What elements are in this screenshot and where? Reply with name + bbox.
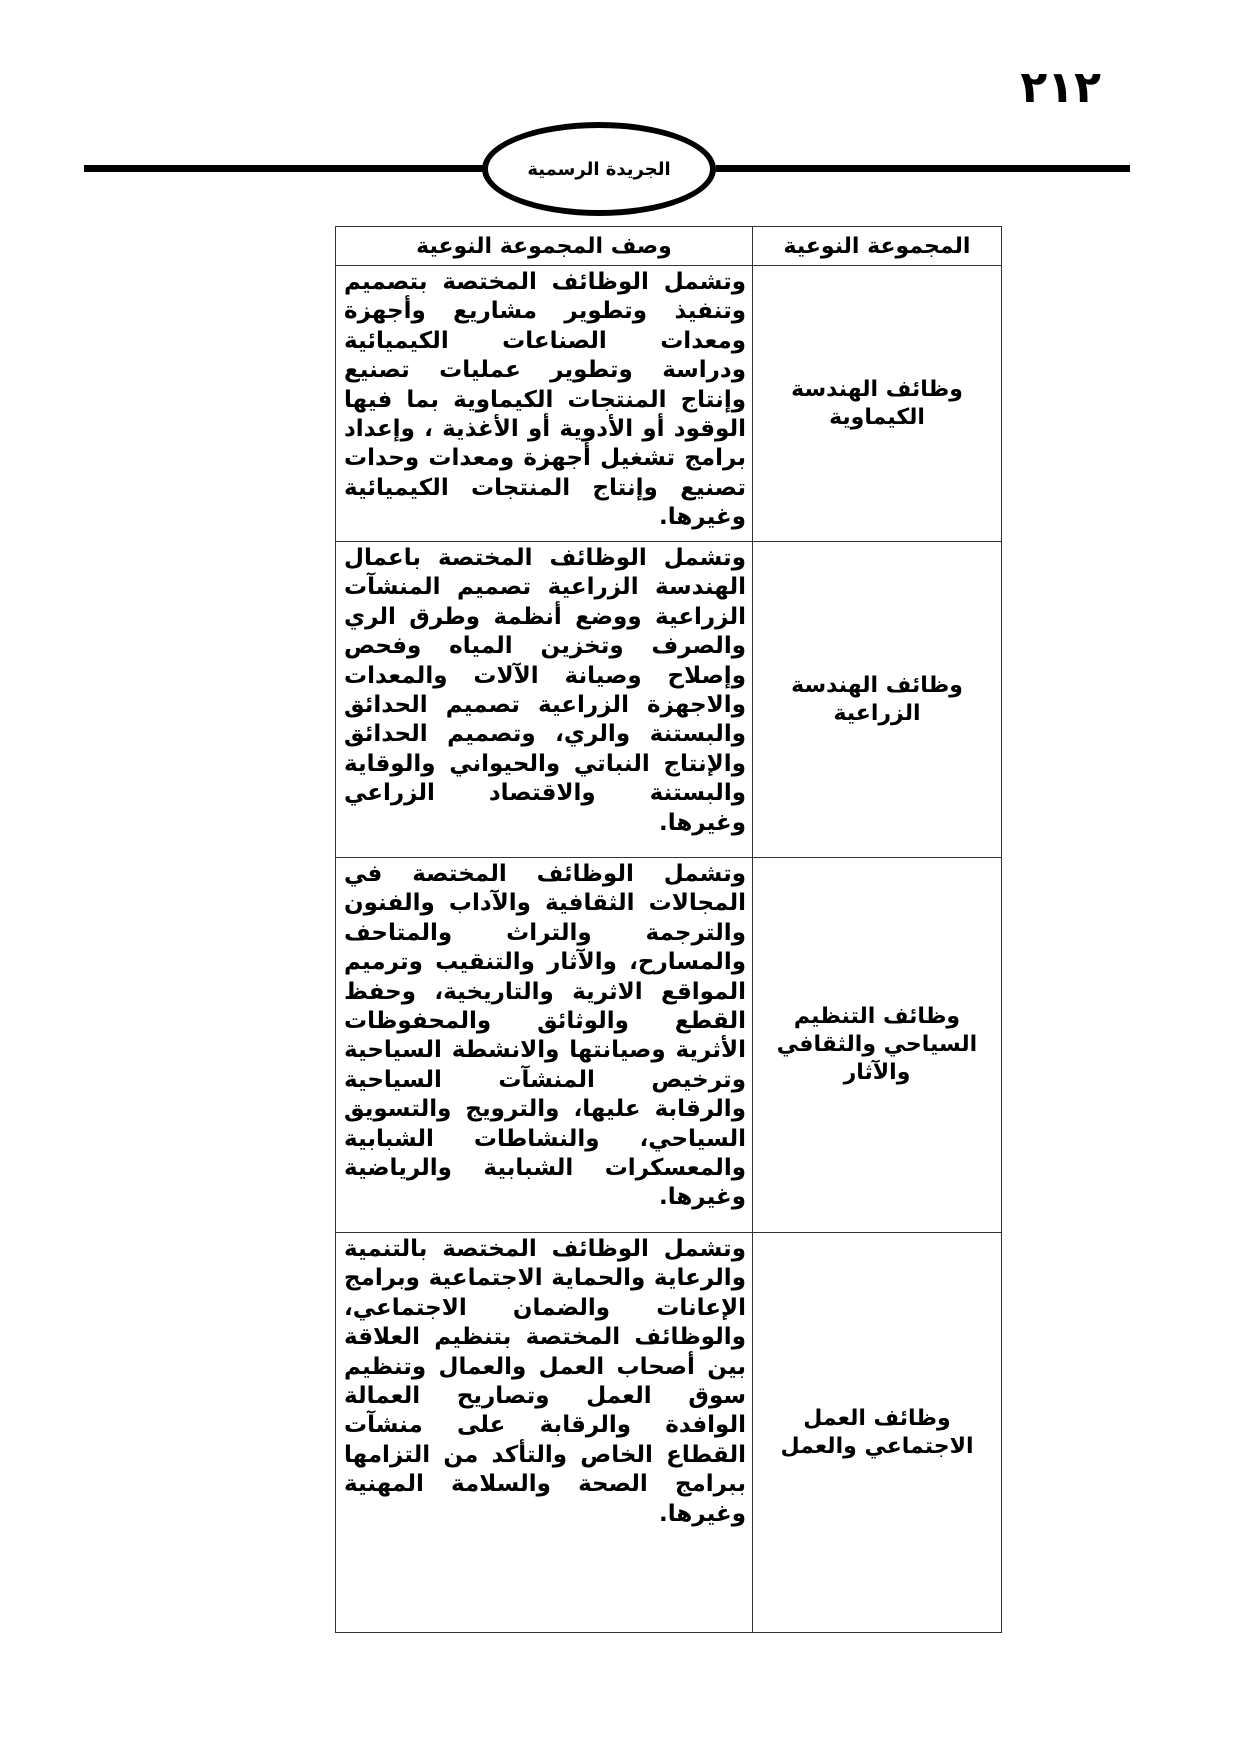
table-row (336, 266, 1002, 542)
group-name-cell: وظائف العمل الاجتماعي والعمل (753, 1233, 1002, 1633)
page-number: ٢١٢ (1020, 62, 1101, 113)
table-row (336, 1233, 1002, 1633)
group-description-cell: وتشمل الوظائف المختصة بتصميم وتنفيذ وتطوير مشاريع وأجهزة ومعدات الصناعات الكيميائية ودراسة وتطوير عمليات تصنيع وإنتاج المنتجات الكيماوية بما فيها الوقود أو الأدوية أو الأغذية ، وإعداد برامج تشغيل أجهزة ومعدات وحدات تصنيع وإنتاج المنتجات الكيميائية وغيرها. (336, 266, 753, 542)
masthead-oval (482, 122, 716, 216)
masthead-rule-left (84, 165, 484, 172)
group-name-cell: وظائف التنظيم السياحي والثقافي والآثار (753, 858, 1002, 1233)
table-row (336, 858, 1002, 1233)
group-description-cell: وتشمل الوظائف المختصة باعمال الهندسة الزراعية تصميم المنشآت الزراعية ووضع أنظمة وطرق الري والصرف وتخزين المياه وفحص وإصلاح وصيانة الآلات والمعدات والاجهزة الزراعية تصميم الحدائق والبستنة والري، وتصميم الحدائق والإنتاج النباتي والحيواني والوقاية والبستنة والاقتصاد الزراعي وغيرها. (336, 542, 753, 858)
group-description-cell: وتشمل الوظائف المختصة في المجالات الثقافية والآداب والفنون والترجمة والتراث والمتاحف والمسارح، والآثار والتنقيب وترميم المواقع الاثرية والتاريخية، وحفظ القطع والوثائق والمحفوظات الأثرية وصيانتها والانشطة السياحية وترخيص المنشآت السياحية والرقابة عليها، والترويج والتسويق السياحي، والنشاطات الشبابية والمعسكرات الشبابية والرياضية وغيرها. (336, 858, 753, 1233)
masthead-title: الجريدة الرسمية (527, 158, 671, 180)
table-header-row (336, 227, 1002, 266)
masthead-rule-right (716, 165, 1130, 172)
group-description-cell: وتشمل الوظائف المختصة بالتنمية والرعاية والحماية الاجتماعية وبرامج الإعانات والضمان الاجتماعي، والوظائف المختصة بتنظيم العلاقة بين أصحاب العمل والعمال وتنظيم سوق العمل وتصاريح العمالة الوافدة والرقابة على منشآت القطاع الخاص والتأكد من التزامها ببرامج الصحة والسلامة المهنية وغيرها. (336, 1233, 753, 1633)
header-description: وصف المجموعة النوعية (336, 227, 753, 266)
specialty-groups-table (335, 226, 1002, 1633)
table-row (336, 542, 1002, 858)
group-name-cell: وظائف الهندسة الزراعية (753, 542, 1002, 858)
header-group: المجموعة النوعية (753, 227, 1002, 266)
group-name-cell: وظائف الهندسة الكيماوية (753, 266, 1002, 542)
